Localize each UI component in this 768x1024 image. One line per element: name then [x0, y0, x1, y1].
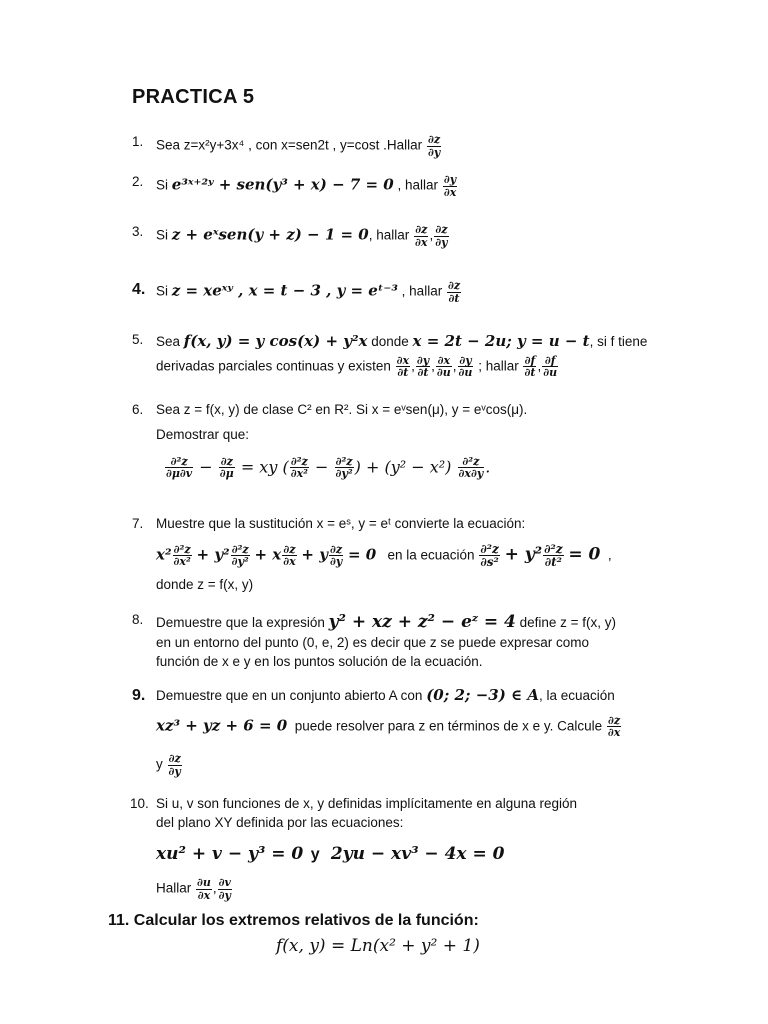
exercise-number: 3. [132, 224, 144, 239]
exercise-text: , hallar [368, 227, 410, 243]
partial-derivative: $\frac{\partial y}{\partial t}$ [416, 353, 430, 380]
partial-derivative: $\frac{\partial v}{\partial y}$ [218, 876, 231, 902]
equation: z + eˣsen(y + z) − 1 = 0 [171, 225, 369, 244]
exercise-text: ; hallar [478, 358, 519, 374]
exercise-text: puede resolver para z en términos de x e y. Calcule [294, 718, 603, 734]
equation: (0; 2; −3) ∈ A [426, 686, 539, 704]
exercise-number: 10. [130, 796, 149, 811]
partial-derivative: $\frac{\partial z}{\partial y}$ [435, 223, 448, 249]
partial-derivative: $\frac{\partial z}{\partial y}$ [427, 133, 441, 159]
exercise-5: 5. Sea f(x, y) = y cos(x) + y²x donde x = 2t − 2u; y = u − t, si f tiene derivadas parciales continuas y existen $\frac{\partial x}{\partial t}$ , $\frac{\partial y}{\partial t}$ , $\frac{\partial x}{\partial u}$ , $\frac{\partial y}{\partial u}$ ; hallar $\frac{\partial f}{\partial t}$ , $\frac{\partial f}{\partial u}$ [132, 332, 648, 380]
equation-line: x² $\frac{\text{∂²z}}{\text{∂x²}}$ + y² $\frac{\text{∂²z}}{\text{∂y²}}$ + x $\frac{\partial z}{\partial x}$ + y $\frac{\partial z}{\partial y}$ = 0 en la ecuación $\frac{\text{∂²z}}{\text{∂s²}}$ + y² $\frac{\text{∂²z}}{\text{∂t²}}$ = 0 , [156, 541, 612, 570]
exercise-number: 6. [132, 402, 144, 417]
exercise-text: Demuestre que la expresión [156, 615, 325, 630]
exercise-3: 3. Si z + eˣsen(y + z) − 1 = 0, hallar $\frac{\partial z}{\partial x}$ , $\frac{\partial z}{\partial y}$ [132, 223, 448, 249]
exercise-text: Demuestre que en un conjunto abierto A con [156, 688, 423, 703]
exercise-text: donde z = f(x, y) [156, 577, 254, 593]
exercise-text: Si [156, 177, 169, 193]
equation: x = 2t − 2u; y = u − t [412, 332, 590, 350]
equation: y² + xz + z² − eᶻ = 4 [328, 612, 516, 632]
exercise-text: define z = f(x, y) [519, 615, 617, 630]
exercise-text: del plano XY definida por las ecuaciones: [156, 814, 404, 830]
equation: e³ˣ⁺²ʸ + sen(y³ + x) − 7 = 0 [171, 175, 394, 194]
exercise-number: 1. [132, 134, 144, 149]
exercise-2 [132, 174, 672, 198]
exercise-text: donde [371, 334, 409, 349]
partial-derivative: $\frac{\partial z}{\partial t}$ [447, 279, 461, 305]
partial-derivative: $\frac{\partial z}{\partial y}$ [168, 751, 181, 778]
exercise-10: 10. Si u, v son funciones de x, y definidas implícitamente en alguna región del plano XY definida por las ecuaciones: xu² + v − y³ = 0 y 2yu − xv³ − 4x = 0 Hallar $\frac{\partial u}{\partial x}$ , $\frac{\partial v}{\partial y}$ [132, 796, 672, 901]
exercise-number: 4. [132, 281, 146, 298]
exercise-text: Si [156, 283, 169, 299]
partial-derivative: $\frac{\partial x}{\partial u}$ [436, 353, 451, 380]
partial-derivative: $\frac{\partial x}{\partial t}$ [396, 353, 410, 380]
exercise-text: Sea [156, 334, 181, 349]
page-title: PRACTICA 5 [132, 86, 255, 108]
exercise-11: 11. Calcular los extremos relativos de la función: [108, 912, 479, 929]
equation: xz³ + yz + 6 = 0 [156, 716, 288, 735]
exercise-4 [132, 280, 672, 304]
partial-derivative: $\frac{\partial f}{\partial t}$ [524, 353, 536, 380]
equation: f(x, y) = y cos(x) + y²x [183, 332, 368, 350]
partial-derivative: $\frac{\partial z}{\partial x}$ [607, 713, 621, 740]
exercise-text: , hallar [397, 177, 439, 193]
exercise-text: Sea z=x²y+3x⁴ , con x=sen2t , y=cost .Hallar [156, 137, 423, 153]
exercise-9 [132, 686, 672, 777]
exercise-text: función de x e y en los puntos solución de la ecuación. [156, 654, 483, 670]
display-equation: $\frac{\text{∂²z}}{\partial\mu\partial v}$ − $\frac{\partial z}{\partial\mu}$ = xy ( $\frac{\text{∂²z}}{\text{∂x²}}$ − $\frac{\text{∂²z}}{\text{∂y²}}$ ) + (y² − x²) $\frac{\text{∂²z}}{\partial x\partial y}$ . [166, 454, 491, 481]
exercise-text: , si f tiene [589, 334, 648, 349]
exercise-text: Demostrar que: [156, 426, 250, 442]
exercise-text: derivadas parciales continuas y existen [156, 358, 391, 374]
exercise-text: Hallar [156, 880, 192, 896]
exercise-text: Sea z = f(x, y) de clase C² en R². Si x = eᵛsen(μ), y = eᵛcos(μ). [156, 402, 528, 417]
exercise-number: 8. [132, 612, 144, 627]
equation: z = xeˣʸ , x = t − 3 , y = eᵗ⁻³ [171, 281, 398, 300]
partial-derivative: $\frac{\partial z}{\partial x}$ [415, 223, 428, 249]
exercise-text: Si [156, 227, 169, 243]
exercise-text: en un entorno del punto (0, e, 2) es decir que z se puede expresar como [156, 635, 590, 651]
exercise-number: 9. [132, 687, 146, 704]
exercise-text: , hallar [401, 283, 443, 299]
exercise-8 [132, 612, 672, 671]
exercise-text: Si u, v son funciones de x, y definidas implícitamente en alguna región [156, 796, 577, 811]
equation-line: xu² + v − y³ = 0 y 2yu − xv³ − 4x = 0 [156, 843, 505, 864]
partial-derivative: $\frac{\partial f}{\partial u}$ [543, 353, 558, 380]
exercise-number: 5. [132, 332, 144, 347]
exercise-text: y [156, 756, 163, 772]
exercise-number: 7. [132, 516, 144, 531]
exercise-text: Muestre que la sustitución x = eˢ, y = eᵗ convierte la ecuación: [156, 516, 526, 531]
exercise-text: , la ecuación [538, 688, 615, 703]
exercise-number: 2. [132, 174, 144, 189]
display-equation: f(x, y) = Ln(x² + y² + 1) [276, 936, 480, 956]
partial-derivative: $\frac{\partial y}{\partial u}$ [458, 353, 473, 380]
exercise-6 [132, 402, 672, 480]
exercise-7 [132, 516, 672, 594]
partial-derivative: $\frac{\partial u}{\partial x}$ [197, 876, 211, 902]
exercise-1 [132, 134, 672, 158]
partial-derivative: $\frac{\partial y}{\partial x}$ [443, 173, 457, 199]
